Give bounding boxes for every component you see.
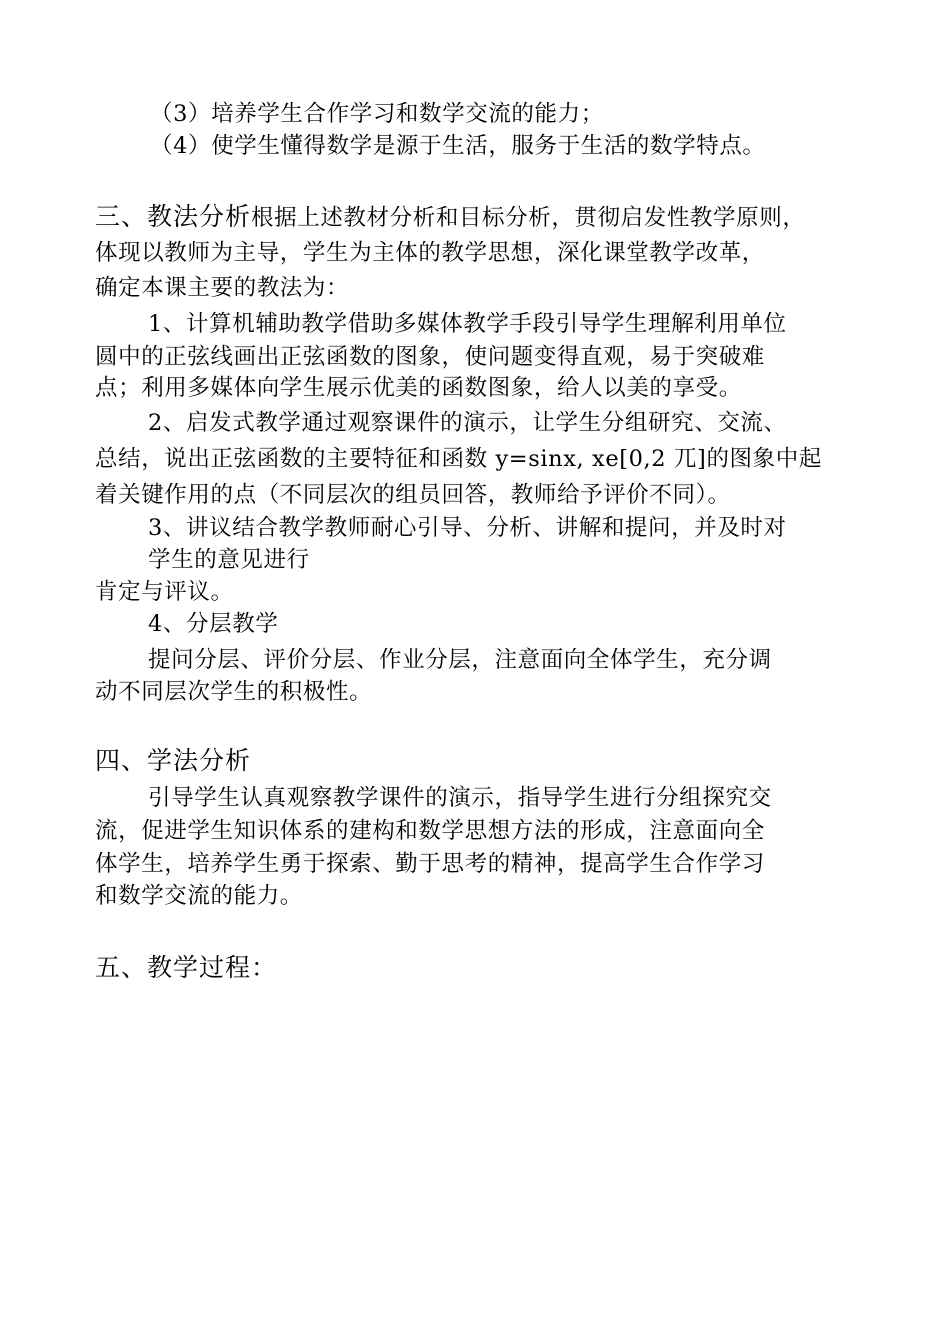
method4-line1: 提问分层、评价分层、作业分层，注意面向全体学生，充分调 [148,647,772,673]
method2-line2: 总结，说出正弦函数的主要特征和函数 y=sinx, xe[0,2 兀]的图象中起 [95,446,822,472]
method2-line3: 着关键作用的点（不同层次的组员回答，教师给予评价不同）。 [95,482,731,508]
section3-heading: 三、教法分析 [95,202,252,231]
section4-line2: 流，促进学生知识体系的建构和数学思想方法的形成，注意面向全 [95,818,765,844]
section3-first-line [95,202,805,233]
section4-line1: 引导学生认真观察教学课件的演示，指导学生进行分组探究交 [148,785,772,811]
method1-line1: 1、计算机辅助教学借助多媒体教学手段引导学生理解利用单位 [148,311,787,337]
section4-line3: 体学生，培养学生勇于探索、勤于思考的精神，提高学生合作学习 [95,851,765,877]
method1-line3: 点；利用多媒体向学生展示优美的函数图象，给人以美的享受。 [95,375,742,401]
method3-line1: 3、讲议结合教学教师耐心引导、分析、讲解和提问，并及时对 [148,515,787,541]
goal-item-3: （3）培养学生合作学习和数学交流的能力； [150,101,604,127]
section3-intro-line1: 根据上述教材分析和目标分析，贯彻启发性教学原则， [251,205,806,231]
method1-line2: 圆中的正弦线画出正弦函数的图象，使问题变得直观，易于突破难 [95,344,765,370]
section4-line4: 和数学交流的能力。 [95,883,303,909]
section5-heading: 五、教学过程： [95,953,278,982]
method4-title: 4、分层教学 [148,611,279,637]
method4-line2: 动不同层次学生的积极性。 [95,679,373,705]
method3-line2: 学生的意见进行 [148,547,310,573]
section4-heading: 四、学法分析 [95,746,252,775]
goal-item-4: （4）使学生懂得数学是源于生活，服务于生活的数学特点。 [150,133,766,159]
section3-intro-line2: 体现以教师为主导，学生为主体的教学思想，深化课堂教学改革， [95,240,765,266]
method3-line3: 肯定与评议。 [95,579,234,605]
method2-line1: 2、启发式教学通过观察课件的演示，让学生分组研究、交流、 [148,410,787,436]
section3-intro-line3: 确定本课主要的教法为： [95,275,350,301]
